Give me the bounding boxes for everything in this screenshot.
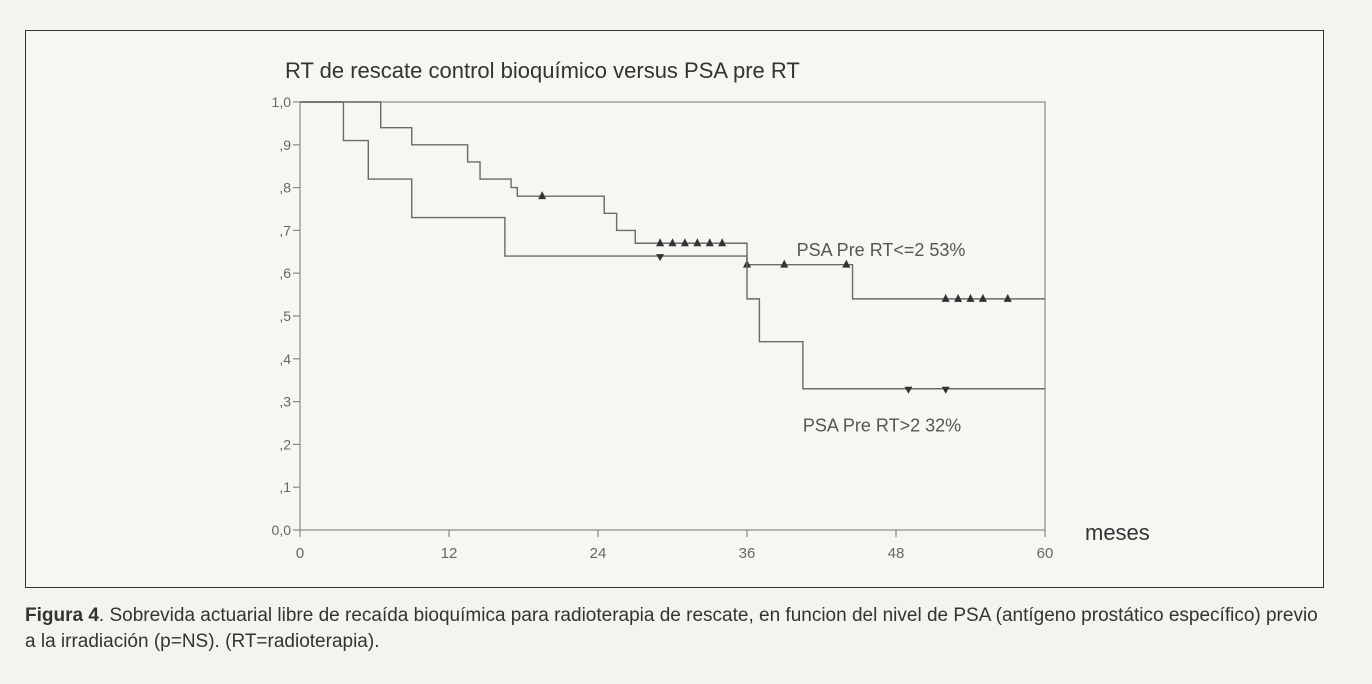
censor-marker-2 xyxy=(656,254,664,261)
censor-marker-1 xyxy=(718,238,726,246)
x-axis-label: meses xyxy=(1085,520,1150,545)
series-annotation-1: PSA Pre RT<=2 53% xyxy=(796,240,966,261)
censor-marker-1 xyxy=(706,238,714,246)
censor-marker-1 xyxy=(538,191,546,199)
censor-marker-1 xyxy=(780,260,788,268)
y-tick-label: ,4 xyxy=(279,350,291,367)
censor-marker-1 xyxy=(1004,294,1012,302)
censor-marker-1 xyxy=(669,238,677,246)
y-tick-label: ,8 xyxy=(279,179,291,196)
censor-marker-2 xyxy=(942,387,950,394)
censor-marker-1 xyxy=(954,294,962,302)
y-tick-label: ,2 xyxy=(279,436,291,453)
caption-text: . Sobrevida actuarial libre de recaída bioquímica para radioterapia de rescate, en funcion del nivel de PSA (antígeno prostático específico) previo a la irradiación (p=NS). (RT=radioterapia). xyxy=(25,605,1318,652)
caption-label: Figura 4 xyxy=(25,605,99,626)
y-tick-label: 0,0 xyxy=(271,522,291,538)
censor-marker-1 xyxy=(681,238,689,246)
x-tick-label: 48 xyxy=(887,545,905,562)
x-tick-label: 60 xyxy=(1036,545,1054,562)
censor-marker-1 xyxy=(693,238,701,246)
censor-marker-1 xyxy=(842,260,850,268)
censor-marker-1 xyxy=(967,294,975,302)
plot-frame xyxy=(300,102,1045,530)
chart-title: RT de rescate control bioquímico versus PSA pre RT xyxy=(285,58,800,83)
censor-marker-1 xyxy=(942,294,950,302)
censor-marker-1 xyxy=(656,238,664,246)
censor-marker-1 xyxy=(979,294,987,302)
y-tick-label: ,6 xyxy=(279,265,291,282)
y-tick-label: ,9 xyxy=(279,136,291,153)
y-tick-label: ,5 xyxy=(279,308,291,324)
x-tick-label: 12 xyxy=(440,545,458,562)
x-tick-label: 0 xyxy=(295,545,305,562)
y-tick-label: ,1 xyxy=(279,479,291,496)
series-annotation-2: PSA Pre RT>2 32% xyxy=(802,415,962,436)
figure-caption xyxy=(25,603,1325,655)
x-tick-label: 24 xyxy=(589,545,607,562)
y-tick-label: ,7 xyxy=(279,222,291,239)
y-tick-label: ,3 xyxy=(279,393,291,410)
censor-marker-2 xyxy=(904,387,912,394)
y-tick-label: 1,0 xyxy=(271,94,291,110)
x-tick-label: 36 xyxy=(738,545,756,562)
